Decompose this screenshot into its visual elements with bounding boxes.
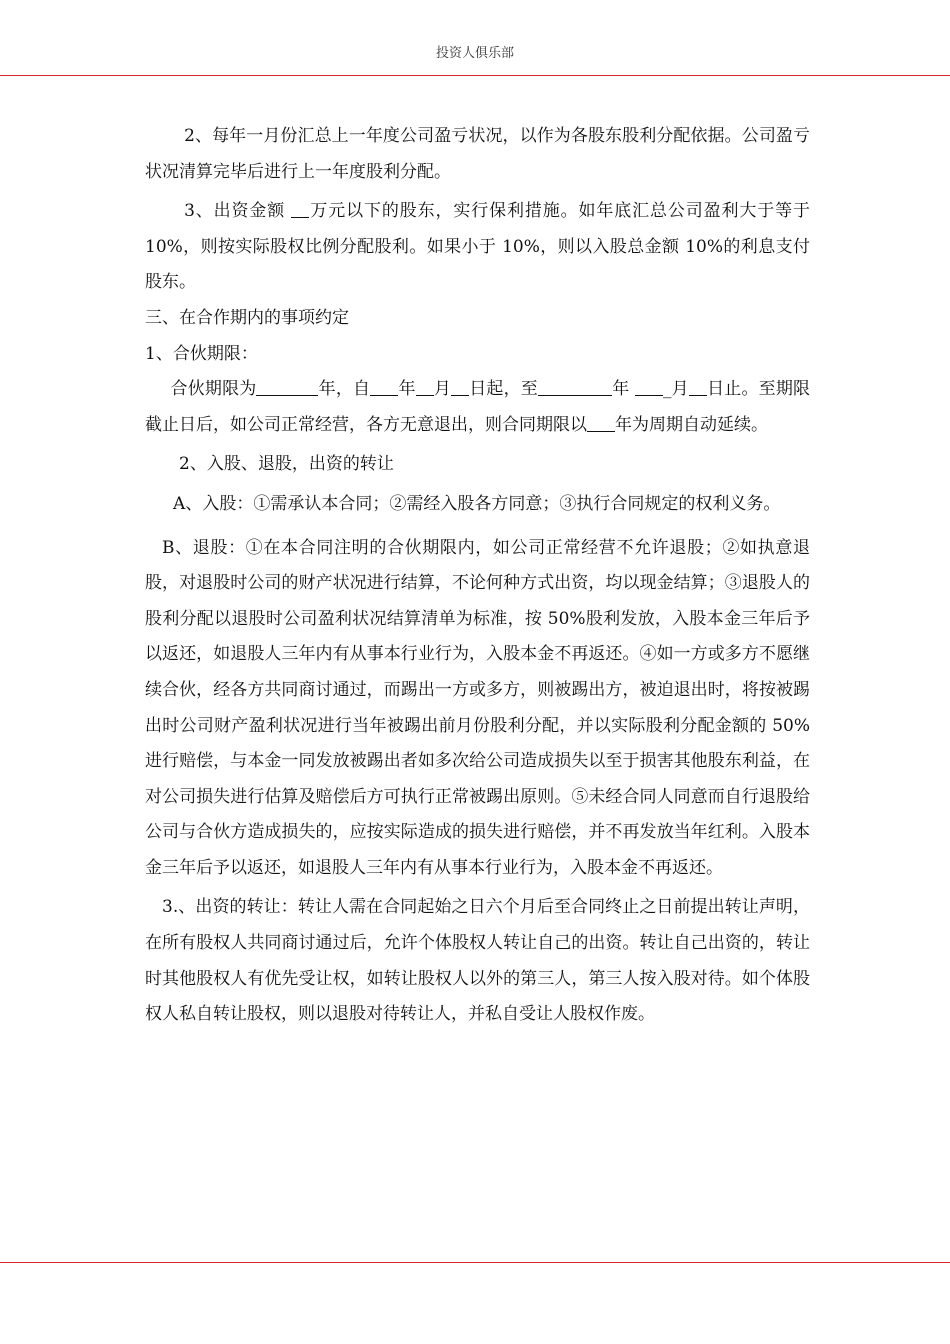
paragraph-guaranteed-profit — [145, 194, 810, 301]
blank-end-month-field — [635, 377, 663, 396]
blank-amount-field — [291, 199, 309, 218]
paragraph-capital-transfer: 3.、出资的转让：转让人需在合同起始之日六个月后至合同终止之日前提出转让声明，在所有股权人共同商讨通过后，允许个体股权人转让自己的出资。转让自己出资的，转让时其他股权人有优先受让权，如转让股权人以外的第三人，第三人按入股对待。如个体股权人私自转让股权，则以退股对待转让人，并私自受让人股权作废。 — [145, 897, 810, 1025]
blank-renewal-years-field — [587, 413, 615, 432]
text-segment: 月 — [433, 379, 452, 400]
footer-rule — [0, 1262, 950, 1263]
item-heading-term: 1、合伙期限： — [145, 343, 258, 364]
section-heading-three: 三、在合作期内的事项约定 — [145, 307, 349, 328]
blank-start-day-field — [451, 377, 469, 396]
header-title: 投资人俱乐部 — [435, 46, 514, 61]
paragraph-join: A、入股：①需承认本合同；②需经入股各方同意；③执行合同规定的权利义务。 — [173, 493, 781, 514]
blank-end-day-field — [689, 377, 707, 396]
text-segment: 年，自 — [318, 379, 371, 400]
document-body — [145, 119, 810, 1033]
blank-start-year-field — [370, 377, 398, 396]
paragraph-withdrawal: B、退股：①在本合同注明的合伙期限内，如公司正常经营不允许退股；②如执意退股，对退股时公司的财产状况进行结算，不论何种方式出资，均以现金结算；③退股人的股利分配以退股时公司盈利状况结算清单为标准，按 50%股利发放，入股本金三年后予以返还，如退股人三年内有从事本行业行为，入股本金不再返还。④如一方或多方不愿继续合伙，经各方共同商讨通过，而踢出一方或多方，则被踢出方，被迫退出时，将按被踢出时公司财产盈利状况进行当年被踢出前月份股利分配，并以实际股利分配金额的 50%进行赔偿，与本金一同发放被踢出者如多次给公司造成损失以至于损害其他股东利益，在对公司损失进行估算及赔偿后方可执行正常被踢出原则。⑤未经合同人同意而自行退股给公司与合伙方造成损失的，应按实际造成的损失进行赔偿，并不再发放当年红利。入股本金三年后予以返还，如退股人三年内有从事本行业行为，入股本金不再返还。 — [145, 537, 810, 878]
blank-start-month-field — [416, 377, 434, 396]
paragraph-partnership-term — [145, 372, 810, 443]
text-segment: 合伙期限为 — [170, 379, 257, 400]
blank-years-field — [256, 377, 318, 396]
text-segment: _月 — [662, 379, 689, 400]
text-segment: 3、出资金额 — [184, 201, 292, 222]
header-rule — [0, 75, 950, 76]
text-segment: 年 — [612, 379, 635, 400]
item-heading-share-transfer: 2、入股、退股，出资的转让 — [179, 454, 394, 475]
blank-end-year-field — [538, 377, 612, 396]
text-segment: 万元以下的股东，实行保利措施。如年底汇总公司盈利大于等于 10%，则按实际股权比例分配股利。如果小于 10%，则以入股总金额 10%的利息支付股东。 — [145, 201, 810, 293]
text-segment: 日止。至期限截止日后，如公司正常经营，各方无意退出，则合同期限以 — [145, 379, 811, 435]
text-segment: 年为周期自动延续。 — [615, 414, 768, 435]
paragraph-profit-summary: 2、每年一月份汇总上一年度公司盈亏状况，以作为各股东股利分配依据。公司盈亏状况清算完毕后进行上一年度股利分配。 — [145, 126, 810, 182]
text-segment: 年 — [398, 379, 416, 400]
text-segment: 日起，至 — [469, 379, 538, 400]
